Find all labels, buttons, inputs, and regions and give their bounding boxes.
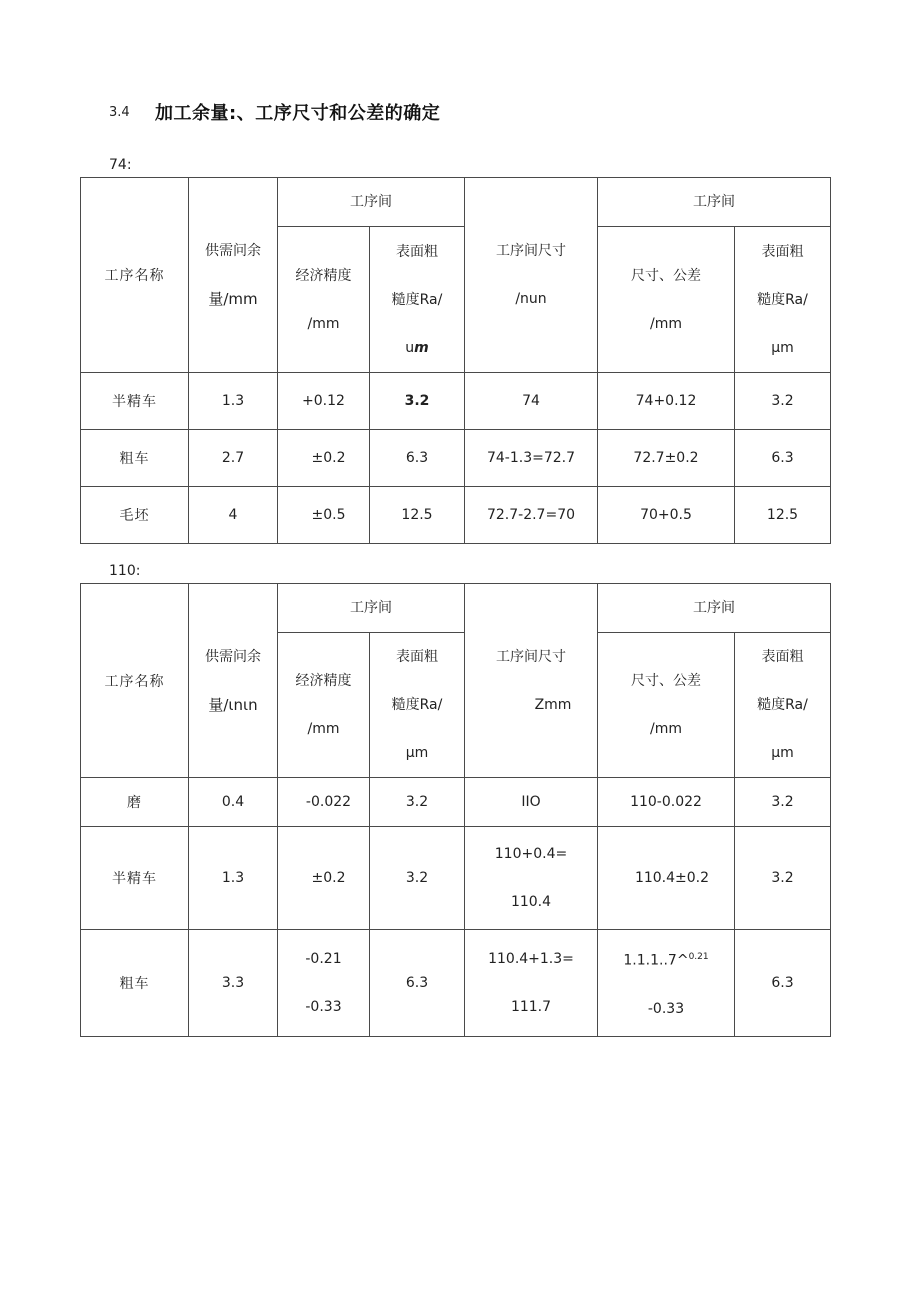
- cell-name: 粗车: [81, 430, 189, 487]
- header-dimension-line1: 工序间尺寸: [496, 648, 566, 665]
- cell-precision: +0.12: [278, 373, 370, 430]
- cell-name: 粗车: [81, 930, 189, 1037]
- table-row: [81, 827, 831, 930]
- cell-tolerance: 110.4±0.2: [598, 827, 735, 930]
- cell-allowance: 3.3: [189, 930, 278, 1037]
- header-group-1: 工序间: [278, 178, 465, 227]
- header-process-name: 工序名称: [81, 584, 189, 778]
- cell-roughness-2: 12.5: [735, 487, 831, 544]
- header-allowance-line1: 供需问余: [205, 243, 261, 259]
- table-row: [81, 373, 831, 430]
- cell-roughness: 6.3: [370, 930, 465, 1037]
- header-roughness2-line1: 表面粗: [761, 243, 804, 260]
- table-74: [80, 177, 831, 544]
- header-roughness-line2: 糙度Ra/: [391, 697, 443, 713]
- table-74-label: 74:: [109, 157, 132, 173]
- header-allowance: [189, 178, 278, 373]
- cell-precision: [278, 930, 370, 1037]
- header-roughness2-line3: μm: [771, 339, 794, 356]
- header-precision-line2: /mm: [307, 721, 340, 737]
- header-roughness-2: [735, 227, 831, 373]
- header-process-name: 工序名称: [81, 178, 189, 373]
- header-allowance-line2: 量/ιnιn: [208, 695, 258, 714]
- section-title: 加工余量:、工序尺寸和公差的确定: [155, 103, 441, 124]
- cell-name: 半精车: [81, 827, 189, 930]
- cell-dimension: [465, 930, 598, 1037]
- cell-roughness: 3.2: [370, 778, 465, 827]
- cell-dimension: IIO: [465, 778, 598, 827]
- table-row: [81, 778, 831, 827]
- cell-roughness-2: 6.3: [735, 930, 831, 1037]
- header-roughness: [370, 227, 465, 373]
- table-110-label: 110:: [109, 563, 141, 579]
- table-row: [81, 930, 831, 1037]
- cell-precision: -0.022: [278, 778, 370, 827]
- cell-dimension: [465, 827, 598, 930]
- cell-tolerance-line2: -0.33: [647, 1000, 685, 1017]
- cell-tolerance: 110-0.022: [598, 778, 735, 827]
- cell-dimension: 74: [465, 373, 598, 430]
- table-row: [81, 487, 831, 544]
- cell-roughness: 3.2: [370, 827, 465, 930]
- cell-dimension-line1: 110+0.4=: [494, 846, 568, 862]
- header-roughness-line3: [370, 324, 464, 372]
- cell-tolerance-line1: [598, 930, 734, 988]
- cell-roughness: 6.3: [370, 430, 465, 487]
- section-heading: [109, 99, 809, 125]
- header-roughness2-line3: μm: [771, 745, 794, 761]
- cell-precision: ±0.2: [278, 827, 370, 930]
- cell-dimension: 74-1.3=72.7: [465, 430, 598, 487]
- roughness-unit-m: m: [414, 339, 429, 356]
- header-roughness-line3: μm: [405, 745, 429, 761]
- cell-allowance: 1.3: [189, 373, 278, 430]
- section-number: 3.4: [109, 104, 130, 120]
- header-precision-line2: /mm: [307, 315, 340, 332]
- header-group-1: 工序间: [278, 584, 465, 633]
- cell-roughness: 12.5: [370, 487, 465, 544]
- header-dimension-line2: Zmm: [534, 696, 572, 713]
- cell-allowance: 1.3: [189, 827, 278, 930]
- cell-roughness-2: 6.3: [735, 430, 831, 487]
- cell-allowance: 4: [189, 487, 278, 544]
- cell-tolerance: 70+0.5: [598, 487, 735, 544]
- cell-roughness-2: 3.2: [735, 827, 831, 930]
- header-tolerance: [598, 227, 735, 373]
- header-allowance: [189, 584, 278, 778]
- header-tolerance-line1: 尺寸、公差: [631, 673, 701, 689]
- header-group-2: 工序间: [598, 178, 831, 227]
- header-allowance-line1: 供需问余: [205, 648, 261, 665]
- header-allowance-line2: 量/mm: [208, 290, 258, 308]
- cell-name: 磨: [81, 778, 189, 827]
- header-roughness-line1: 表面粗: [396, 649, 438, 665]
- table-110: [80, 583, 831, 1037]
- cell-dimension-line1: 110.4+1.3=: [488, 950, 574, 967]
- header-dimension-line2: /nun: [515, 291, 547, 307]
- header-precision: [278, 633, 370, 778]
- cell-dimension: 72.7-2.7=70: [465, 487, 598, 544]
- header-dimension: [465, 178, 598, 373]
- cell-dimension-line2: 111.7: [510, 998, 552, 1015]
- cell-roughness: 3.2: [370, 373, 465, 430]
- header-tolerance-line1: 尺寸、公差: [631, 267, 701, 284]
- cell-tolerance: [598, 930, 735, 1037]
- cell-precision-line2: -0.33: [305, 998, 342, 1015]
- cell-precision-line1: -0.21: [305, 950, 342, 967]
- header-dimension: [465, 584, 598, 778]
- cell-roughness-2: 3.2: [735, 373, 831, 430]
- cell-allowance: 2.7: [189, 430, 278, 487]
- header-precision-line1: 经济精度: [295, 673, 352, 689]
- table-row: [81, 430, 831, 487]
- cell-allowance: 0.4: [189, 778, 278, 827]
- header-roughness: [370, 633, 465, 778]
- cell-tolerance: 72.7±0.2: [598, 430, 735, 487]
- cell-name: 毛坯: [81, 487, 189, 544]
- cell-precision: ±0.5: [278, 487, 370, 544]
- cell-name: 半精车: [81, 373, 189, 430]
- header-group-2: 工序间: [598, 584, 831, 633]
- header-roughness2-line2: 糙度Ra/: [757, 291, 808, 308]
- cell-dimension-line2: 110.4: [510, 894, 552, 910]
- roughness-unit-u: u: [405, 339, 415, 356]
- header-roughness-line1: 表面粗: [396, 243, 438, 260]
- header-roughness-line2: 糙度Ra/: [391, 291, 443, 308]
- cell-tolerance: 74+0.12: [598, 373, 735, 430]
- header-tolerance: [598, 633, 735, 778]
- tolerance-superscript: 0.21: [688, 952, 709, 962]
- header-tolerance-line2: /mm: [650, 721, 682, 737]
- header-dimension-line1: 工序间尺寸: [496, 243, 566, 259]
- header-tolerance-line2: /mm: [650, 315, 682, 332]
- header-precision-line1: 经济精度: [295, 267, 352, 284]
- header-roughness2-line2: 糙度Ra/: [757, 697, 808, 713]
- tolerance-base: 1.1.1..7^: [623, 952, 689, 969]
- header-precision: [278, 227, 370, 373]
- cell-roughness-2: 3.2: [735, 778, 831, 827]
- header-roughness2-line1: 表面粗: [761, 649, 804, 665]
- header-roughness-2: [735, 633, 831, 778]
- cell-precision: ±0.2: [278, 430, 370, 487]
